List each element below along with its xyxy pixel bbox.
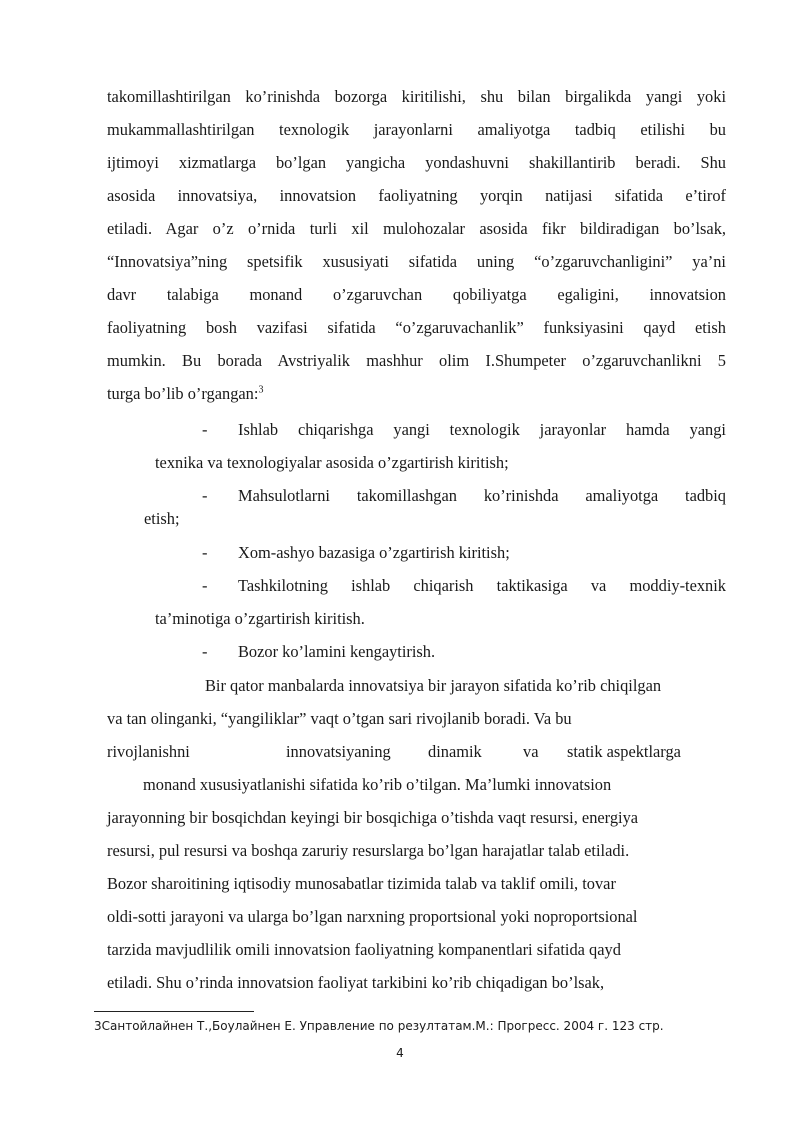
- footnote-separator: [94, 1011, 254, 1012]
- paragraph-word: va: [523, 742, 539, 761]
- paragraph-line: etiladi. Agar o’z o’rnida turli xil mulohozalar asosida fikr bildiradigan bo’lsak,: [107, 219, 726, 238]
- page-number: 4: [396, 1046, 404, 1060]
- paragraph-line: asosida innovatsiya, innovatsion faoliyatning yorqin natijasi sifatida e’tirof: [107, 186, 726, 205]
- paragraph-line: mumkin. Bu borada Avstriyalik mashhur olim I.Shumpeter o’zgaruvchanlikni 5: [107, 351, 726, 370]
- paragraph-last-line: [107, 384, 726, 404]
- paragraph-word: rivojlanishni: [107, 742, 190, 761]
- paragraph-line: Bozor sharoitining iqtisodiy munosabatlar tizimida talab va taklif omili, tovar: [107, 874, 616, 893]
- paragraph-line: resursi, pul resursi va boshqa zaruriy resurslarga bo’lgan harajatlar talab etiladi.: [107, 841, 630, 860]
- paragraph-line: mukammallashtirilgan texnologik jarayonlarni amaliyotga tadbiq etilishi bu: [107, 120, 726, 139]
- footnote-reference: 3: [258, 384, 264, 396]
- list-item-text: Mahsulotlarni takomillashgan ko’rinishda amaliyotga tadbiq: [238, 486, 726, 505]
- paragraph-line: va tan olinganki, “yangiliklar” vaqt o’tgan sari rivojlanib boradi. Va bu: [107, 709, 572, 728]
- paragraph-line: tarzida mavjudlilik omili innovatsion faoliyatning kompanentlari sifatida qayd: [107, 940, 621, 959]
- list-item-continuation: ta’minotiga o’zgartirish kiritish.: [155, 609, 365, 628]
- list-item-continuation: etish;: [144, 509, 180, 528]
- list-dash: -: [202, 576, 208, 595]
- footnote-text: Сантойлайнен Т.,Боулайнен Е. Управление по резултатам.М.: Прогресс. 2004 г. 123 стр.: [101, 1019, 664, 1033]
- paragraph-line: takomillashtirilgan ko’rinishda bozorga kiritilishi, shu bilan birgalikda yangi yoki: [107, 87, 726, 106]
- paragraph-line: faoliyatning bosh vazifasi sifatida “o’zgaruvachanlik” funksiyasini qayd etish: [107, 318, 726, 337]
- list-dash: -: [202, 420, 208, 439]
- paragraph-line-text: turga bo’lib o’rgangan:: [107, 384, 259, 403]
- footnote-number: 3: [94, 1019, 102, 1033]
- paragraph-line: “Innovatsiya”ning spetsifik xususiyati sifatida uning “o’zgaruvchanligini” ya’ni: [107, 252, 726, 271]
- paragraph-word: dinamik: [428, 742, 482, 761]
- paragraph-line: oldi-sotti jarayoni va ularga bo’lgan narxning proportsional yoki noproportsional: [107, 907, 638, 926]
- paragraph-line: jarayonning bir bosqichdan keyingi bir bosqichiga o’tishda vaqt resursi, energiya: [107, 808, 639, 827]
- paragraph-line: davr talabiga monand o’zgaruvchan qobiliyatga egaligini, innovatsion: [107, 285, 726, 304]
- list-dash: -: [202, 642, 208, 661]
- list-item-text: Xom-ashyo bazasiga o’zgartirish kiritish;: [238, 543, 510, 562]
- paragraph-word: statik aspektlarga: [567, 742, 681, 761]
- paragraph-line: etiladi. Shu o’rinda innovatsion faoliyat tarkibini ko’rib chiqadigan bo’lsak,: [107, 973, 605, 992]
- paragraph-line: Bir qator manbalarda innovatsiya bir jarayon sifatida ko’rib chiqilgan: [205, 676, 662, 695]
- paragraph-word: innovatsiyaning: [286, 742, 391, 761]
- list-item-text: Tashkilotning ishlab chiqarish taktikasiga va moddiy-texnik: [238, 576, 726, 595]
- list-dash: -: [202, 486, 208, 505]
- footnote: [94, 1018, 714, 1034]
- list-dash: -: [202, 543, 208, 562]
- paragraph-line: monand xususiyatlanishi sifatida ko’rib o’tilgan. Ma’lumki innovatsion: [143, 775, 612, 794]
- list-item-text: Ishlab chiqarishga yangi texnologik jarayonlar hamda yangi: [238, 420, 726, 439]
- paragraph-line: ijtimoyi xizmatlarga bo’lgan yangicha yondashuvni shakillantirib beradi. Shu: [107, 153, 726, 172]
- list-item-continuation: texnika va texnologiyalar asosida o’zgartirish kiritish;: [155, 453, 509, 472]
- list-item-text: Bozor ko’lamini kengaytirish.: [238, 642, 436, 661]
